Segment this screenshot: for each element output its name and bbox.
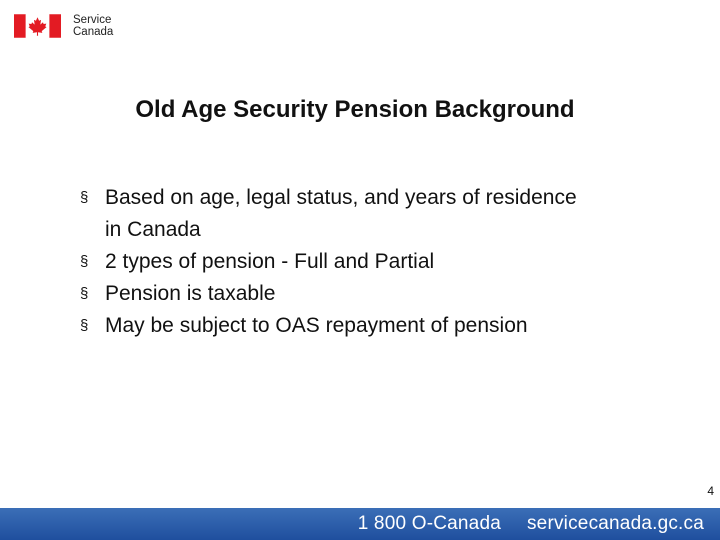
bullet-item [80,278,680,310]
service-canada-logo [14,14,113,38]
bullet-list [80,182,680,342]
bullet-text: Pension is taxable [105,282,276,305]
bullet-marker: § [80,285,89,302]
canada-flag-icon [14,14,61,38]
bullet-item [80,310,680,342]
bullet-marker: § [80,189,89,206]
footer-bar [0,508,720,540]
bullet-text: May be subject to OAS repayment of pension [105,314,528,337]
bullet-item [80,182,680,246]
bullet-marker: § [80,253,89,270]
page-number: 4 [707,484,714,498]
bullet-text: 2 types of pension - Full and Partial [105,250,435,273]
slide-title: Old Age Security Pension Background [135,96,575,123]
footer-phone: 1 800 O-Canada [357,513,501,534]
bullet-text-continued: in Canada [105,218,201,241]
bullet-item [80,246,680,278]
bullet-marker: § [80,317,89,334]
service-canada-wordmark [73,14,113,38]
footer-contact [358,512,704,536]
bullet-text: Based on age, legal status, and years of residence [105,186,577,209]
footer-website: servicecanada.gc.ca [526,513,704,534]
wordmark-line-canada: Canada [73,26,114,38]
wordmark-line-service: Service [73,14,112,26]
